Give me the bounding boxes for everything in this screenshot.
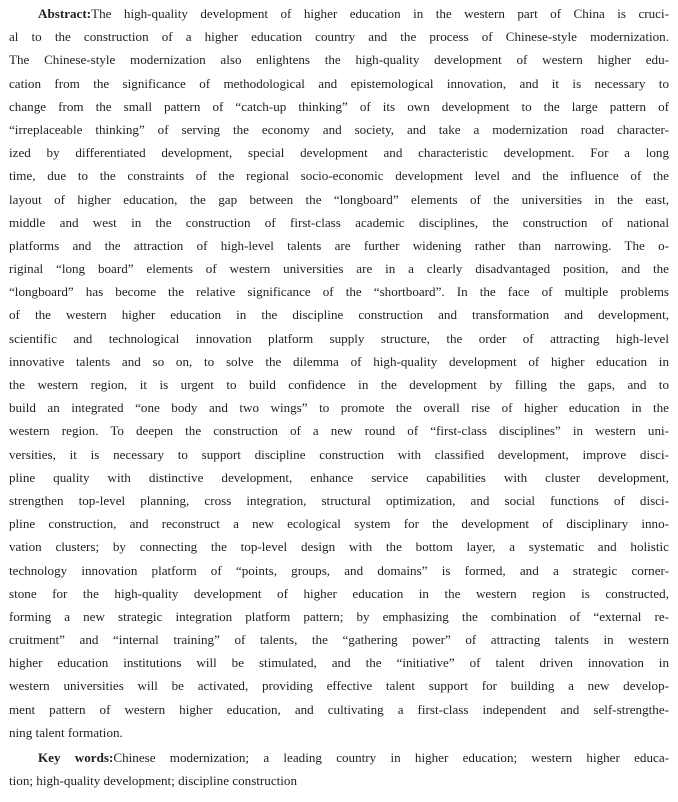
keywords-text: Chinese modernization; a leading country in higher education; western higher educa- [113, 750, 669, 765]
abstract-text: higher education institutions will be stimulated, and the “initiative” of talent driven innovation in [9, 655, 669, 671]
abstract-line [9, 512, 669, 535]
abstract-text: technology innovation platform of “points, groups, and domains” is formed, and a strategic corner- [9, 562, 669, 578]
abstract-line [9, 535, 669, 558]
abstract-text: al to the construction of a higher education country and the process of Chinese-style modernization. [9, 29, 669, 45]
abstract-line [9, 350, 669, 373]
keywords-section [9, 746, 669, 792]
abstract-line [9, 72, 669, 95]
keywords-label: Key words: [38, 750, 114, 765]
abstract-line [9, 651, 669, 674]
keywords-line [9, 769, 669, 792]
abstract-text: change from the small pattern of “catch-up thinking” of its own development to the large pattern of [9, 98, 669, 114]
abstract-line [9, 443, 669, 466]
abstract-line [9, 721, 669, 744]
abstract-line [9, 605, 669, 628]
abstract-text: pline quality with distinctive development, enhance service capabilities with cluster development, [9, 469, 669, 485]
abstract-line [9, 234, 669, 257]
abstract-line [9, 396, 669, 419]
abstract-line [9, 466, 669, 489]
abstract-line [9, 280, 669, 303]
abstract-text: The high-quality development of higher education in the western part of China is cruci- [91, 6, 669, 21]
abstract-text: platforms and the attraction of high-level talents are further widening rather than narrowing. The o- [9, 237, 669, 253]
abstract-text: time, due to the constraints of the regional socio-economic development level and the influence of the [9, 168, 669, 184]
abstract-text: layout of higher education, the gap between the “longboard” elements of the universities in the east, [9, 191, 669, 207]
abstract-text: ning talent formation. [9, 724, 123, 740]
abstract-text: stone for the high-quality development of higher education in the western region is constructed, [9, 585, 669, 601]
abstract-text: pline construction, and reconstruct a new ecological system for the development of disciplinary inno- [9, 516, 669, 532]
abstract-text: “irreplaceable thinking” of serving the economy and society, and take a modernization road character- [9, 121, 669, 137]
abstract-text: western region. To deepen the construction of a new round of “first-class disciplines” in western uni- [9, 423, 669, 439]
keywords-line [9, 746, 669, 769]
abstract-text: of the western higher education in the discipline construction and transformation and development, [9, 307, 669, 323]
abstract-text: vation clusters; by connecting the top-level design with the bottom layer, a systematic and holistic [9, 539, 669, 555]
abstract-text: innovative talents and so on, to solve the dilemma of high-quality development of higher education in [9, 353, 669, 369]
abstract-text: The Chinese-style modernization also enlightens the high-quality development of western higher edu- [9, 52, 669, 68]
abstract-text: ized by differentiated development, special development and characteristic development. For a long [9, 145, 669, 161]
abstract-text: “longboard” has become the relative significance of the “shortboard”. In the face of multiple problems [9, 284, 669, 300]
abstract-text: build an integrated “one body and two wings” to promote the overall rise of higher education in the [9, 400, 669, 416]
abstract-label: Abstract: [38, 6, 92, 21]
abstract-line [9, 48, 669, 71]
abstract-line [9, 141, 669, 164]
abstract-line [9, 118, 669, 141]
abstract-text: forming a new strategic integration platform pattern; by emphasizing the combination of “external re- [9, 608, 669, 624]
abstract-line [9, 188, 669, 211]
abstract-line [9, 559, 669, 582]
abstract-text: western universities will be activated, providing effective talent support for building a new develop- [9, 678, 669, 694]
keywords-text: tion; high-quality development; discipline construction [9, 773, 298, 789]
abstract-line [9, 489, 669, 512]
abstract-line [9, 674, 669, 697]
abstract-line [9, 95, 669, 118]
abstract-line [9, 582, 669, 605]
abstract-line [9, 373, 669, 396]
abstract-text: riginal “long board” elements of western universities are in a clearly disadvantaged position, and the [9, 261, 669, 277]
abstract-line [9, 327, 669, 350]
abstract-line [9, 211, 669, 234]
abstract-line [9, 303, 669, 326]
abstract-text: middle and west in the construction of first-class academic disciplines, the construction of national [9, 214, 669, 230]
abstract-text: cruitment” and “internal training” of talents, the “gathering power” of attracting talents in western [9, 632, 669, 648]
abstract-text: scientific and technological innovation platform supply structure, the order of attracting high-level [9, 330, 669, 346]
abstract-line [9, 419, 669, 442]
abstract-line [9, 698, 669, 721]
abstract-line [9, 628, 669, 651]
abstract-section [9, 2, 669, 744]
abstract-line [9, 164, 669, 187]
abstract-line [9, 25, 669, 48]
abstract-text: cation from the significance of methodological and epistemological innovation, and it is necessary to [9, 75, 669, 91]
abstract-text: strengthen top-level planning, cross integration, structural optimization, and social functions of disci- [9, 492, 669, 508]
abstract-line [9, 257, 669, 280]
abstract-text: versities, it is necessary to support discipline construction with classified development, improve disci- [9, 446, 669, 462]
abstract-line [9, 2, 669, 25]
abstract-text: the western region, it is urgent to build confidence in the development by filling the gaps, and to [9, 377, 669, 392]
abstract-text: ment pattern of western higher education, and cultivating a first-class independent and self-strengthe- [9, 701, 669, 717]
